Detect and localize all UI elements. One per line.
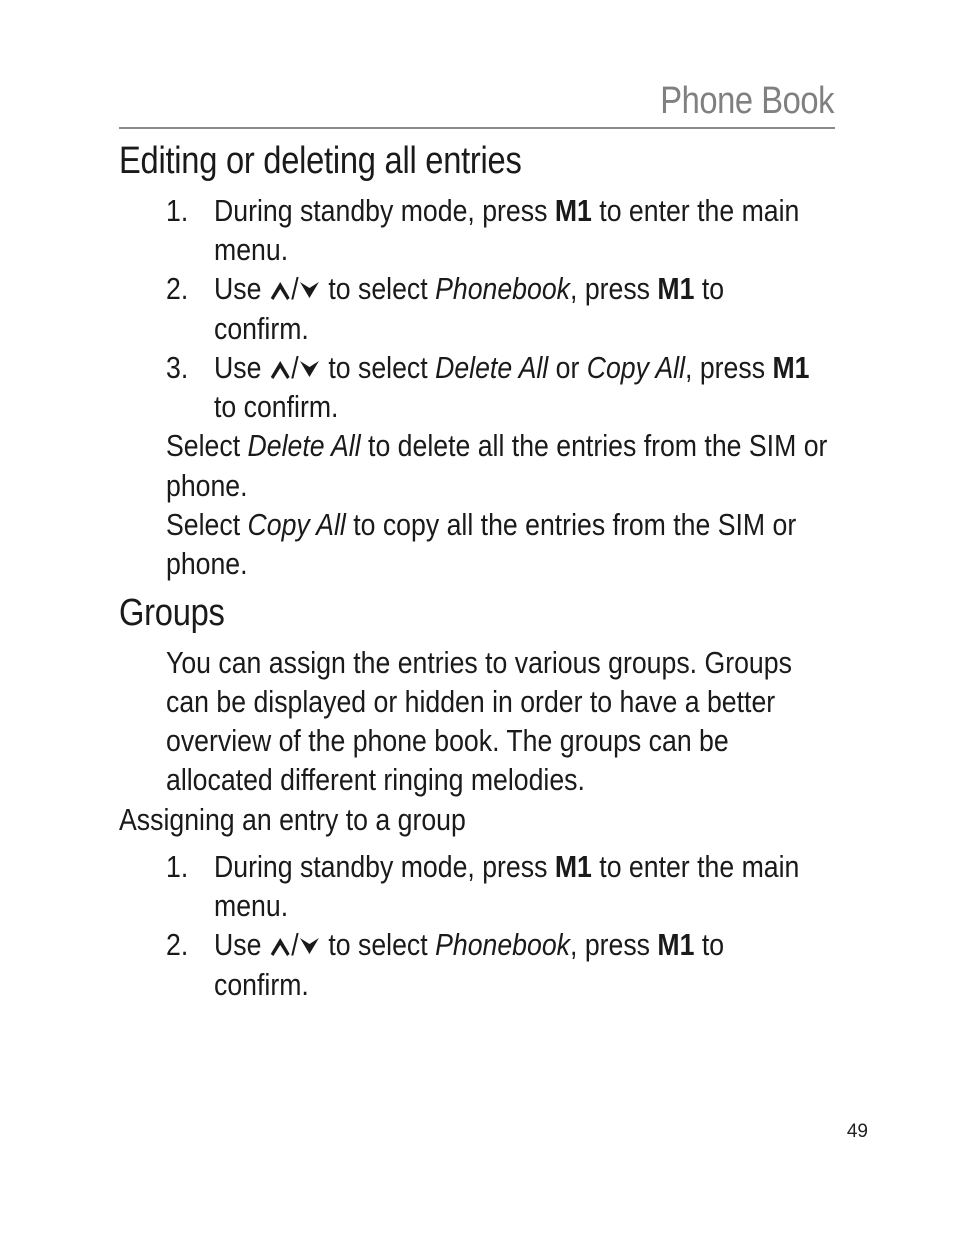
step-number: 2. — [166, 271, 189, 306]
menu-item-phonebook: Phonebook — [435, 927, 570, 962]
step-text-continued: menu. — [214, 888, 289, 923]
subheading-assigning: Assigning an entry to a group — [119, 802, 466, 837]
section-heading-groups: Groups — [119, 592, 225, 634]
down-arrow-icon — [299, 271, 321, 311]
step-text-continued: confirm. — [214, 967, 309, 1002]
note-delete-all: Select Delete All to delete all the entries from the SIM or — [166, 428, 828, 463]
groups-paragraph-line: allocated different ringing melodies. — [166, 762, 585, 797]
step-number: 3. — [166, 350, 189, 385]
note-delete-all-continued: phone. — [166, 468, 248, 503]
note-copy-all-continued: phone. — [166, 546, 248, 581]
running-head: Phone Book — [660, 80, 834, 122]
key-m1: M1 — [554, 849, 592, 884]
menu-item-copy-all: Copy All — [586, 350, 686, 385]
step-number: 2. — [166, 927, 189, 962]
step-text-continued: confirm. — [214, 311, 309, 346]
key-m1: M1 — [657, 927, 695, 962]
step-text-continued: to confirm. — [214, 389, 339, 424]
step-text: Use / to select Phonebook, press M1 to — [214, 925, 724, 967]
down-arrow-icon — [299, 350, 321, 390]
page-number: 49 — [846, 1121, 868, 1142]
step-text: During standby mode, press M1 to enter the main — [214, 193, 800, 228]
step-text: Use / to select Phonebook, press M1 to — [214, 269, 724, 311]
up-arrow-icon — [269, 350, 291, 390]
key-m1: M1 — [772, 350, 810, 385]
header-rule — [119, 127, 835, 129]
down-arrow-icon — [299, 927, 321, 967]
key-m1: M1 — [657, 271, 695, 306]
step-number: 1. — [166, 193, 189, 228]
up-arrow-icon — [269, 271, 291, 311]
groups-paragraph-line: overview of the phone book. The groups can be — [166, 723, 729, 758]
groups-paragraph-line: can be displayed or hidden in order to have a better — [166, 684, 776, 719]
step-number: 1. — [166, 849, 189, 884]
step-text: Use / to select Delete All or Copy All, press M1 — [214, 348, 809, 390]
up-arrow-icon — [269, 927, 291, 967]
section-heading-editing: Editing or deleting all entries — [119, 140, 522, 182]
menu-item-delete-all: Delete All — [435, 350, 549, 385]
note-copy-all: Select Copy All to copy all the entries from the SIM or — [166, 507, 797, 542]
step-text-continued: menu. — [214, 232, 289, 267]
key-m1: M1 — [554, 193, 592, 228]
menu-item-phonebook: Phonebook — [435, 271, 570, 306]
step-text: During standby mode, press M1 to enter the main — [214, 849, 800, 884]
groups-paragraph-line: You can assign the entries to various groups. Groups — [166, 645, 792, 680]
